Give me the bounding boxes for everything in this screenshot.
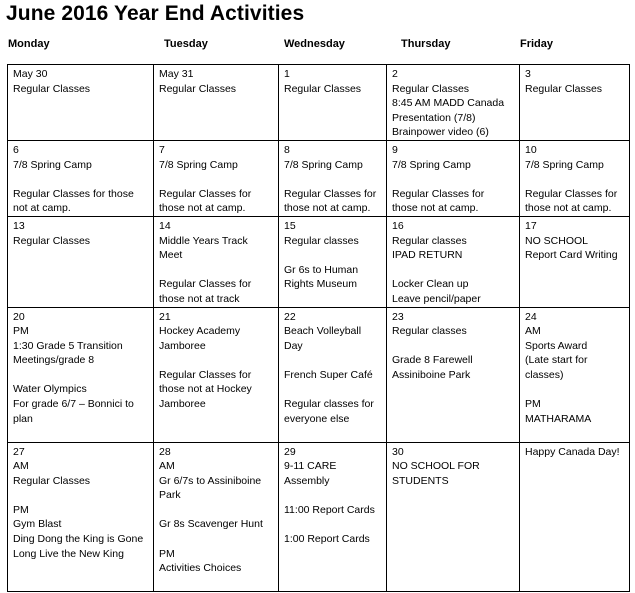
event-line: Regular classes for [284, 398, 374, 411]
event-line: Regular Classes for [284, 187, 377, 200]
event-line [159, 503, 274, 518]
event-line: 8:45 AM MADD Canada [392, 97, 505, 110]
event-line [284, 248, 382, 263]
event-line: Regular Classes [392, 82, 470, 95]
event-line: NO SCHOOL FOR [392, 460, 480, 473]
event-line: plan [13, 412, 33, 425]
event-line: Regular Classes [525, 82, 603, 95]
day-header-thursday: Thursday [401, 38, 451, 50]
event-line: Long Live the New King [13, 547, 124, 560]
day-cell-thursday [387, 216, 520, 307]
event-line: Gr 8s Scavenger Hunt [159, 518, 263, 531]
day-date: 16 [392, 219, 404, 232]
event-line: NO SCHOOL [525, 234, 589, 247]
event-line [284, 353, 382, 368]
event-line: not at camp. [13, 202, 71, 215]
event-line: PM [13, 503, 29, 516]
event-line: Gr 6/7s to Assiniboine [159, 474, 262, 487]
day-cell-wednesday [279, 216, 387, 307]
event-line: Regular Classes [13, 234, 91, 247]
event-line: Beach Volleyball [284, 325, 362, 338]
day-cell-thursday [387, 442, 520, 591]
event-line [284, 172, 382, 187]
event-line [13, 488, 149, 503]
day-date: 2 [392, 68, 398, 80]
event-line: everyone else [284, 412, 350, 425]
event-line: Regular Classes for [159, 278, 252, 291]
calendar-week-row [8, 307, 630, 442]
event-line: Regular Classes [13, 82, 91, 95]
event-line [525, 382, 625, 397]
day-date: May 31 [159, 68, 194, 80]
event-line: For grade 6/7 – Bonnici to [13, 398, 134, 411]
day-cell-friday [520, 442, 630, 591]
day-date: 9 [392, 143, 398, 156]
event-line: Regular Classes for [392, 187, 485, 200]
day-header-tuesday: Tuesday [164, 38, 208, 50]
event-line: those not at Hockey [159, 383, 252, 396]
event-line: Jamboree [159, 398, 206, 411]
day-date: 20 [13, 310, 25, 323]
event-line: Regular Classes [13, 474, 91, 487]
event-line: PM [13, 325, 29, 338]
day-cell-tuesday [154, 442, 279, 591]
day-cell-friday [520, 65, 630, 141]
event-line: those not at track [159, 292, 240, 305]
event-line: Gr 6s to Human [284, 263, 359, 276]
event-line: those not at camp. [392, 202, 479, 215]
event-line: those not at camp. [159, 202, 246, 215]
page-title: June 2016 Year End Activities [6, 2, 305, 25]
event-line: AM [525, 325, 541, 338]
day-date: 15 [284, 219, 296, 232]
day-date: 13 [13, 219, 25, 232]
day-header-monday: Monday [8, 38, 50, 50]
event-line: Regular Classes for [159, 187, 252, 200]
day-date: 28 [159, 445, 171, 458]
event-line: Leave pencil/paper [392, 292, 481, 305]
event-line: IPAD RETURN [392, 249, 463, 262]
event-line: 7/8 Spring Camp [13, 158, 92, 171]
day-date: 1 [284, 68, 290, 80]
day-date: 21 [159, 310, 171, 323]
day-date: 23 [392, 310, 404, 323]
day-date: 30 [392, 445, 404, 458]
event-line: Grade 8 Farewell [392, 354, 473, 367]
event-line: Presentation (7/8) [392, 111, 476, 124]
day-cell-monday [8, 216, 154, 307]
event-line: Ding Dong the King is Gone [13, 533, 144, 546]
event-line: Brainpower video (6) [392, 126, 489, 139]
day-cell-wednesday [279, 65, 387, 141]
event-line: 7/8 Spring Camp [284, 158, 363, 171]
event-line: Report Card Writing [525, 249, 618, 262]
event-line: Middle Years Track [159, 234, 248, 247]
event-line: those not at camp. [284, 202, 371, 215]
event-line: STUDENTS [392, 474, 449, 487]
day-cell-monday [8, 65, 154, 141]
event-line: those not at camp. [525, 202, 612, 215]
day-cell-thursday [387, 65, 520, 141]
day-date: 17 [525, 219, 537, 232]
day-cell-monday [8, 140, 154, 216]
event-line: Meet [159, 249, 183, 262]
event-line: Sports Award [525, 339, 588, 352]
event-line: AM [13, 460, 29, 473]
day-cell-thursday [387, 140, 520, 216]
event-line: PM [159, 547, 175, 560]
event-line: 7/8 Spring Camp [392, 158, 471, 171]
event-line: Jamboree [159, 339, 206, 352]
event-line: 1:00 Report Cards [284, 533, 370, 546]
event-line: Rights Museum [284, 278, 357, 291]
day-cell-wednesday [279, 307, 387, 442]
event-line [159, 263, 274, 278]
event-line [392, 339, 515, 354]
day-header-wednesday: Wednesday [284, 38, 345, 50]
calendar-week-row [8, 65, 630, 141]
event-line: Regular classes [284, 234, 359, 247]
event-line: Regular classes [392, 325, 467, 338]
event-line: Regular Classes for [159, 368, 252, 381]
event-line [284, 488, 382, 503]
calendar-body [8, 65, 630, 592]
day-date: 7 [159, 143, 165, 156]
event-line [159, 532, 274, 547]
event-line: French Super Café [284, 368, 373, 381]
event-line [392, 172, 515, 187]
day-date: 14 [159, 219, 171, 232]
day-date: 3 [525, 68, 531, 80]
day-cell-thursday [387, 307, 520, 442]
day-date: 6 [13, 143, 19, 156]
event-line: PM [525, 398, 541, 411]
event-line: Locker Clean up [392, 278, 469, 291]
event-line: Assiniboine Park [392, 368, 471, 381]
calendar-week-row [8, 442, 630, 591]
event-line [392, 263, 515, 278]
calendar-week-row [8, 140, 630, 216]
day-cell-tuesday [154, 65, 279, 141]
day-date: 10 [525, 143, 537, 156]
day-cell-monday [8, 307, 154, 442]
event-line: Assembly [284, 474, 330, 487]
event-line: MATHARAMA [525, 412, 592, 425]
event-line: Regular classes [392, 234, 467, 247]
event-line: Regular Classes [284, 82, 362, 95]
event-line: (Late start for [525, 354, 588, 367]
day-cell-friday [520, 140, 630, 216]
event-line: Water Olympics [13, 383, 87, 396]
day-date: Happy Canada Day! [525, 445, 620, 458]
event-line: Regular Classes for those [13, 187, 134, 200]
day-cell-monday [8, 442, 154, 591]
event-line [284, 382, 382, 397]
event-line: Regular Classes [159, 82, 237, 95]
event-line [13, 368, 149, 383]
day-cell-tuesday [154, 307, 279, 442]
event-line [13, 172, 149, 187]
day-cell-tuesday [154, 216, 279, 307]
event-line: 11:00 Report Cards [284, 503, 375, 516]
event-line: Hockey Academy [159, 325, 241, 338]
day-header-friday: Friday [520, 38, 554, 50]
day-date: 24 [525, 310, 537, 323]
event-line: AM [159, 460, 175, 473]
event-line: classes) [525, 368, 564, 381]
event-line: 9-11 CARE [284, 460, 337, 473]
event-line: Activities Choices [159, 562, 242, 575]
event-line: Park [159, 489, 181, 502]
day-cell-friday [520, 216, 630, 307]
event-line [284, 517, 382, 532]
event-line [159, 172, 274, 187]
day-cell-tuesday [154, 140, 279, 216]
calendar-week-row [8, 216, 630, 307]
event-line: Gym Blast [13, 518, 62, 531]
day-date: 29 [284, 445, 296, 458]
event-line: Meetings/grade 8 [13, 354, 95, 367]
day-cell-friday [520, 307, 630, 442]
event-line: 1:30 Grade 5 Transition [13, 339, 123, 352]
event-line [159, 353, 274, 368]
event-line: Regular Classes for [525, 187, 618, 200]
day-date: May 30 [13, 68, 48, 80]
day-date: 22 [284, 310, 296, 323]
calendar-grid [7, 64, 630, 592]
event-line: 7/8 Spring Camp [159, 158, 238, 171]
day-date: 8 [284, 143, 290, 156]
day-date: 27 [13, 445, 25, 458]
event-line: 7/8 Spring Camp [525, 158, 604, 171]
event-line [525, 172, 625, 187]
day-cell-wednesday [279, 140, 387, 216]
day-cell-wednesday [279, 442, 387, 591]
event-line: Day [284, 339, 303, 352]
